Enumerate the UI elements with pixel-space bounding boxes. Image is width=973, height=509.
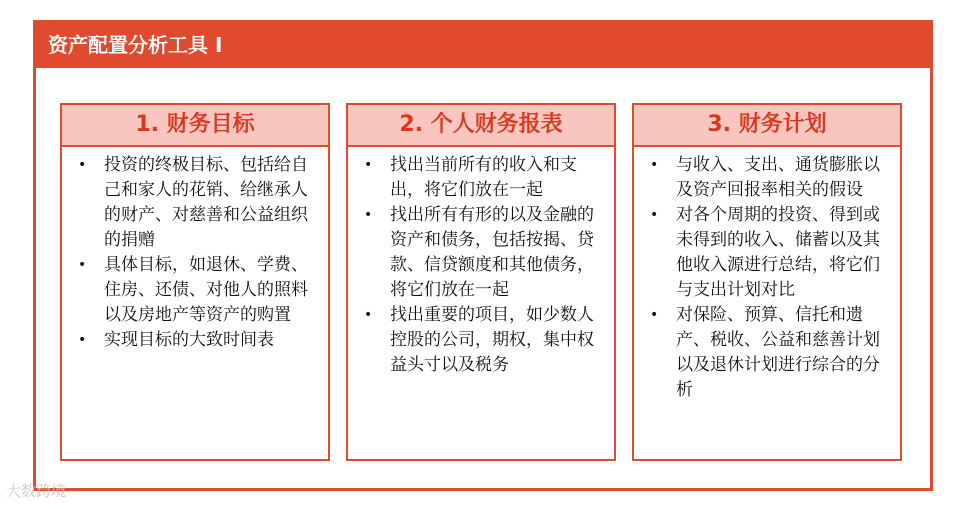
list-item: • 找出当前所有的收入和支出，将它们放在一起 [364, 155, 577, 200]
column-heading: 2. 个人财务报表 [348, 105, 614, 147]
bullet-icon: • [364, 207, 373, 223]
list-item: • 实现目标的大致时间表 [74, 328, 318, 353]
bullet-icon: • [364, 157, 373, 173]
list-item: • 具体目标，如退休、学费、住房、还债、对他人的照料以及房地产等资产的购置 [78, 255, 308, 325]
list-item: • 对保险、预算、信托和遗产、税收、公益和慈善计划以及退休计划进行综合的分析 [650, 305, 880, 400]
column-heading: 1. 财务目标 [62, 105, 328, 147]
bullet-icon: • [78, 157, 87, 173]
bullet-icon: • [650, 307, 659, 323]
bullet-icon: • [78, 332, 87, 348]
bullet-list [634, 147, 900, 403]
bullet-list [62, 147, 328, 353]
list-item: • 投资的终极目标、包括给自己和家人的花销、给继承人的财产、对慈善和公益组织的捐赠 [78, 155, 308, 250]
slide-frame [33, 20, 933, 491]
bullet-list [348, 147, 614, 378]
bullet-icon: • [364, 307, 373, 323]
watermark: 大数跨境 [6, 482, 67, 500]
list-item: • 与收入、支出、通货膨胀以及资产回报率相关的假设 [650, 155, 880, 200]
list-item: • 对各个周期的投资、得到或未得到的收入、储蓄以及其他收入源进行总结，将它们与支出计划对比 [650, 205, 880, 300]
list-item: • 找出重要的项目，如少数人控股的公司，期权，集中权益头寸以及税务 [364, 305, 594, 375]
slide-title: 资产配置分析工具 I [36, 23, 930, 68]
column-heading: 3. 财务计划 [634, 105, 900, 147]
bullet-icon: • [78, 257, 87, 273]
bullet-icon: • [650, 207, 659, 223]
bullet-icon: • [650, 157, 659, 173]
list-item: • 找出所有有形的以及金融的资产和债务，包括按揭、贷款、信贷额度和其他债务，将它们放在一起 [364, 205, 594, 300]
column-financial-goals [60, 103, 330, 461]
column-personal-statements [346, 103, 616, 461]
column-financial-plan [632, 103, 902, 461]
